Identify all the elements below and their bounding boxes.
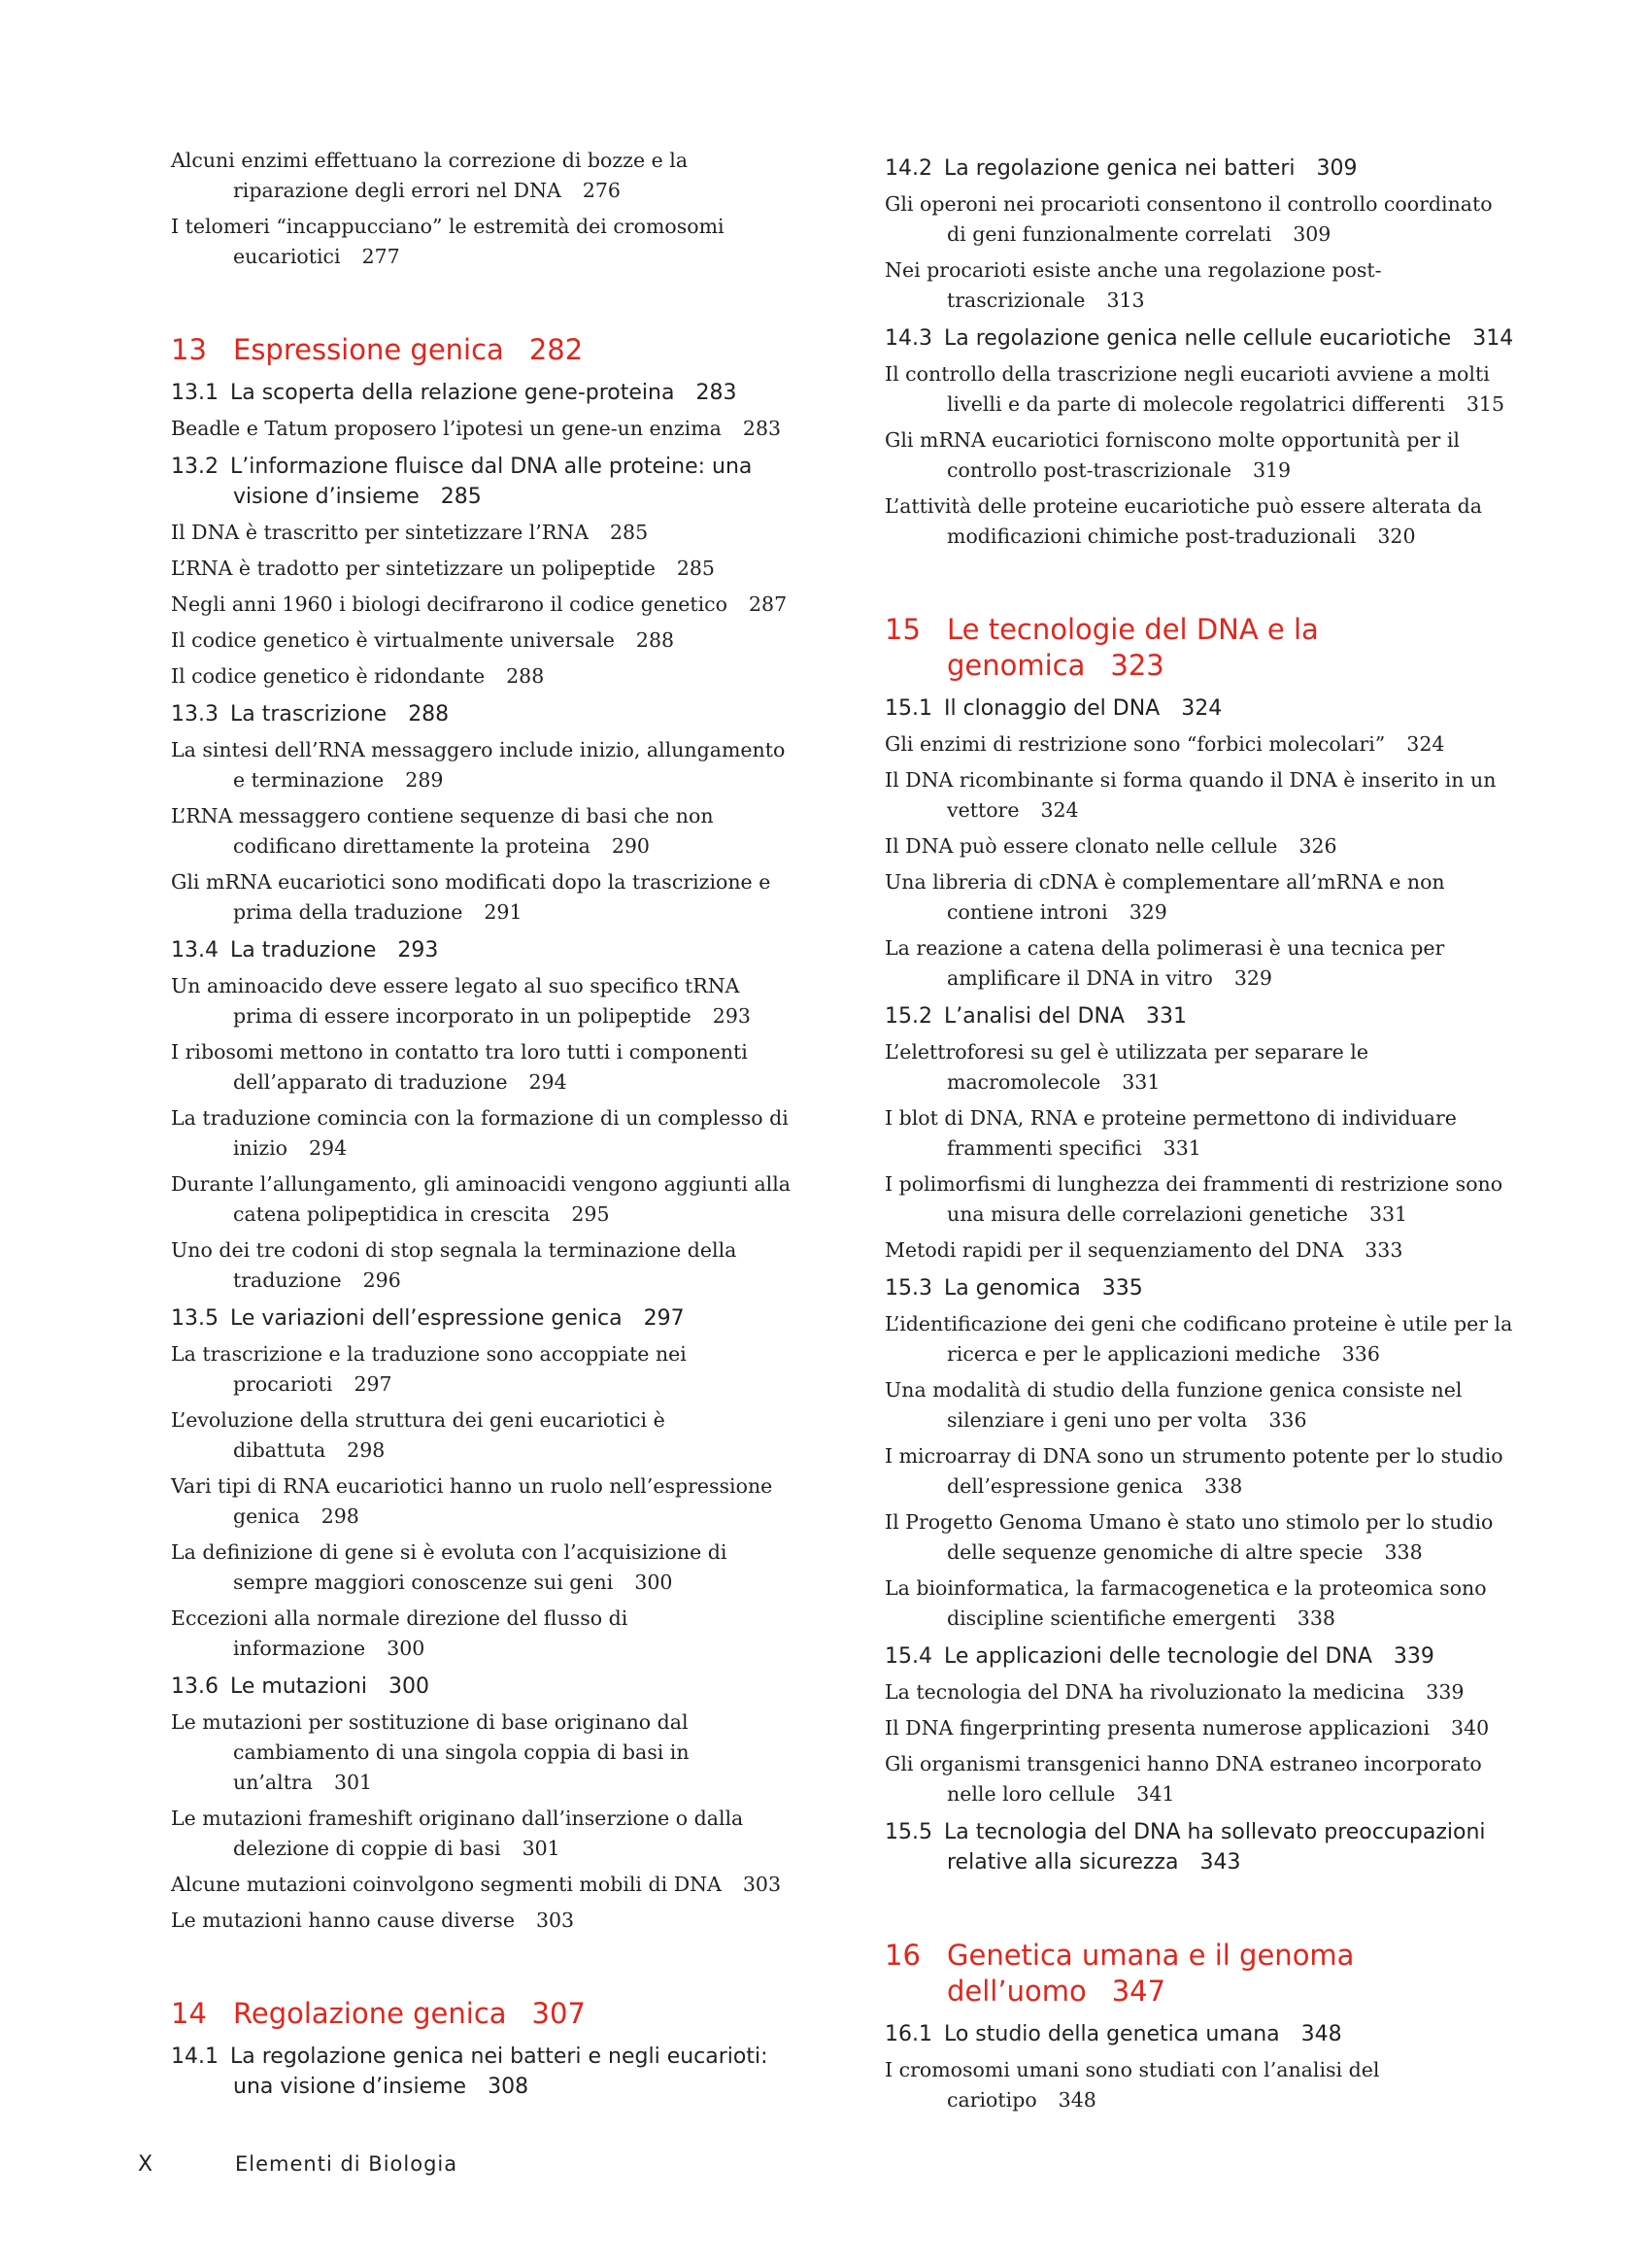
section-spacer bbox=[171, 1942, 802, 1996]
entry-page: 341 bbox=[1136, 1782, 1175, 1806]
entry-text: L’attività delle proteine eucariotiche può essere alterata da modificazioni chimiche post-traduzionali bbox=[885, 494, 1482, 548]
entry-page: 290 bbox=[611, 834, 650, 858]
toc-entry bbox=[885, 1169, 1516, 1230]
toc-entry bbox=[171, 146, 802, 206]
entry-page: 331 bbox=[1368, 1202, 1408, 1226]
entry-page: 285 bbox=[610, 521, 649, 544]
toc-entry bbox=[171, 625, 802, 656]
toc-entry bbox=[171, 554, 802, 584]
section-spacer bbox=[885, 1883, 1516, 1938]
entry-text: Le mutazioni per sostituzione di base originano dal cambiamento di una singola coppia di basi in un’altra bbox=[171, 1710, 690, 1794]
entry-page: 303 bbox=[742, 1873, 782, 1896]
entry-page: 319 bbox=[1252, 458, 1292, 482]
entry-page: 283 bbox=[742, 417, 782, 440]
toc-entry bbox=[885, 933, 1516, 994]
chapter-number: 14 bbox=[171, 1997, 207, 2030]
toc-entry bbox=[885, 765, 1516, 826]
section-title: La regolazione genica nei batteri bbox=[943, 156, 1296, 181]
toc-entry bbox=[171, 801, 802, 862]
entry-page: 287 bbox=[748, 592, 788, 616]
entry-text: I blot di DNA, RNA e proteine permettono di individuare frammenti specifici bbox=[885, 1106, 1457, 1160]
page-footer bbox=[138, 2152, 457, 2177]
entry-page: 288 bbox=[506, 664, 545, 688]
entry-page: 331 bbox=[1163, 1136, 1201, 1160]
entry-text: Eccezioni alla normale direzione del flusso di informazione bbox=[171, 1606, 628, 1660]
section-heading bbox=[171, 452, 802, 512]
section-number: 15.4 bbox=[885, 1644, 932, 1669]
toc-entry bbox=[171, 1405, 802, 1466]
page-folio: X bbox=[138, 2152, 153, 2177]
toc-entry bbox=[885, 831, 1516, 862]
entry-text: Alcuni enzimi effettuano la correzione di bozze e la riparazione degli errori nel DNA bbox=[171, 149, 689, 202]
entry-page: 315 bbox=[1466, 392, 1505, 416]
section-heading bbox=[171, 935, 802, 965]
entry-text: Il controllo della trascrizione negli eucarioti avviene a molti livelli e da parte di molecole regolatrici differenti bbox=[885, 362, 1490, 416]
entry-page: 320 bbox=[1377, 524, 1416, 548]
toc-entry bbox=[885, 867, 1516, 928]
entry-page: 313 bbox=[1106, 288, 1145, 312]
entry-text: Uno dei tre codoni di stop segnala la terminazione della traduzione bbox=[171, 1238, 737, 1292]
section-number: 15.3 bbox=[885, 1276, 932, 1301]
entry-text: La definizione di gene si è evoluta con l’acquisizione di sempre maggiori conoscenze sui geni bbox=[171, 1540, 727, 1594]
entry-page: 300 bbox=[387, 1637, 425, 1660]
section-number: 14.2 bbox=[885, 156, 932, 181]
section-heading bbox=[171, 1672, 802, 1702]
section-title: Il clonaggio del DNA bbox=[943, 696, 1161, 721]
entry-text: Le mutazioni hanno cause diverse bbox=[171, 1909, 515, 1932]
toc-entry bbox=[885, 1507, 1516, 1568]
entry-page: 289 bbox=[405, 768, 444, 792]
entry-text: Metodi rapidi per il sequenziamento del DNA bbox=[885, 1238, 1344, 1262]
section-heading bbox=[885, 1817, 1516, 1877]
section-number: 14.1 bbox=[171, 2044, 219, 2069]
chapter-title: Regolazione genica bbox=[233, 1997, 507, 2030]
section-heading bbox=[171, 378, 802, 408]
toc-entry bbox=[171, 212, 802, 272]
toc-entry bbox=[885, 491, 1516, 552]
entry-text: L’RNA messaggero contiene sequenze di basi che non codificano direttamente la proteina bbox=[171, 804, 714, 858]
entry-text: Gli operoni nei procarioti consentono il controllo coordinato di geni funzionalmente correlati bbox=[885, 192, 1493, 246]
toc-entry bbox=[171, 1235, 802, 1296]
chapter-number: 16 bbox=[885, 1939, 921, 1972]
entry-text: La trascrizione e la traduzione sono accoppiate nei procarioti bbox=[171, 1342, 687, 1396]
toc-entry bbox=[885, 1441, 1516, 1502]
entry-page: 297 bbox=[354, 1372, 392, 1396]
toc-entry bbox=[885, 1713, 1516, 1743]
toc-entry bbox=[885, 2055, 1516, 2115]
section-heading bbox=[885, 2019, 1516, 2049]
section-heading bbox=[171, 1303, 802, 1334]
entry-text: L’RNA è tradotto per sintetizzare un polipeptide bbox=[171, 557, 656, 580]
toc-entry bbox=[171, 1471, 802, 1532]
entry-page: 303 bbox=[535, 1909, 575, 1932]
chapter-page: 347 bbox=[1111, 1975, 1166, 2008]
section-spacer bbox=[885, 558, 1516, 612]
section-page: 331 bbox=[1146, 1004, 1187, 1029]
entry-page: 294 bbox=[309, 1136, 348, 1160]
entry-page: 324 bbox=[1406, 732, 1445, 756]
toc-entry bbox=[171, 518, 802, 548]
toc-entry bbox=[171, 414, 802, 444]
toc-entry bbox=[885, 1309, 1516, 1369]
entry-page: 336 bbox=[1341, 1342, 1380, 1366]
entry-text: L’identificazione dei geni che codificano proteine è utile per la ricerca e per le applicazioni mediche bbox=[885, 1312, 1513, 1366]
chapter-heading bbox=[171, 332, 802, 368]
entry-text: Le mutazioni frameshift originano dall’inserzione o dalla delezione di coppie di basi bbox=[171, 1807, 744, 1860]
entry-text: La reazione a catena della polimerasi è una tecnica per amplificare il DNA in vitro bbox=[885, 936, 1445, 990]
entry-text: Alcune mutazioni coinvolgono segmenti mobili di DNA bbox=[171, 1873, 722, 1896]
section-heading bbox=[171, 2042, 802, 2102]
entry-page: 333 bbox=[1365, 1238, 1403, 1262]
section-heading bbox=[171, 699, 802, 729]
entry-text: I microarray di DNA sono un strumento potente per lo studio dell’espressione genica bbox=[885, 1444, 1503, 1498]
entry-page: 329 bbox=[1129, 900, 1167, 924]
section-title: La tecnologia del DNA ha sollevato preoccupazioni relative alla sicurezza bbox=[943, 1820, 1486, 1875]
entry-text: Nei procarioti esiste anche una regolazione post-trascrizionale bbox=[885, 258, 1382, 312]
toc-entry bbox=[885, 1573, 1516, 1634]
entry-page: 298 bbox=[320, 1504, 359, 1528]
entry-page: 338 bbox=[1204, 1474, 1243, 1498]
section-page: 348 bbox=[1300, 2022, 1342, 2046]
section-heading bbox=[885, 693, 1516, 724]
section-heading bbox=[885, 153, 1516, 184]
section-number: 13.6 bbox=[171, 1674, 219, 1699]
entry-text: Un aminoacido deve essere legato al suo specifico tRNA prima di essere incorporato in un polipeptide bbox=[171, 974, 740, 1028]
section-page: 339 bbox=[1393, 1644, 1434, 1669]
section-page: 285 bbox=[440, 485, 482, 509]
entry-page: 285 bbox=[676, 557, 715, 580]
chapter-number: 13 bbox=[171, 333, 207, 366]
entry-text: I ribosomi mettono in contatto tra loro tutti i componenti dell’apparato di traduzione bbox=[171, 1040, 748, 1094]
entry-page: 301 bbox=[333, 1771, 373, 1794]
toc-entry bbox=[885, 359, 1516, 420]
section-title: Le applicazioni delle tecnologie del DNA bbox=[943, 1644, 1372, 1669]
section-title: Le variazioni dell’espressione genica bbox=[229, 1306, 623, 1331]
entry-text: Il DNA ricombinante si forma quando il DNA è inserito in un vettore bbox=[885, 768, 1497, 822]
toc-entry bbox=[885, 425, 1516, 486]
section-number: 15.5 bbox=[885, 1820, 932, 1844]
toc-entry bbox=[885, 1235, 1516, 1266]
entry-page: 294 bbox=[528, 1070, 567, 1094]
entry-text: I telomeri “incappucciano” le estremità dei cromosomi eucariotici bbox=[171, 215, 725, 268]
entry-text: La bioinformatica, la farmacogenetica e la proteomica sono discipline scientifiche emergenti bbox=[885, 1576, 1487, 1630]
toc-entry bbox=[171, 971, 802, 1031]
section-number: 13.1 bbox=[171, 381, 219, 405]
toc-entry bbox=[885, 1375, 1516, 1436]
entry-text: Il DNA è trascritto per sintetizzare l’RNA bbox=[171, 521, 589, 544]
entry-page: 291 bbox=[484, 900, 523, 924]
entry-page: 339 bbox=[1426, 1680, 1465, 1704]
entry-page: 340 bbox=[1451, 1716, 1490, 1740]
entry-text: L’evoluzione della struttura dei geni eucariotici è dibattuta bbox=[171, 1408, 665, 1462]
section-heading bbox=[885, 1001, 1516, 1031]
section-title: La genomica bbox=[943, 1276, 1081, 1301]
section-page: 324 bbox=[1181, 696, 1223, 721]
chapter-page: 323 bbox=[1110, 649, 1164, 682]
toc-entry bbox=[171, 661, 802, 692]
chapter-heading bbox=[885, 612, 1516, 684]
entry-text: Gli organismi transgenici hanno DNA estraneo incorporato nelle loro cellule bbox=[885, 1752, 1482, 1806]
toc-entry bbox=[885, 189, 1516, 250]
entry-text: Beadle e Tatum proposero l’ipotesi un gene-un enzima bbox=[171, 417, 722, 440]
section-title: Lo studio della genetica umana bbox=[943, 2022, 1280, 2046]
section-page: 314 bbox=[1472, 326, 1514, 351]
section-number: 15.1 bbox=[885, 696, 932, 721]
entry-text: La tecnologia del DNA ha rivoluzionato la medicina bbox=[885, 1680, 1405, 1704]
entry-page: 277 bbox=[361, 245, 400, 268]
chapter-heading bbox=[885, 1938, 1516, 2010]
entry-text: Il codice genetico è virtualmente universale bbox=[171, 628, 615, 652]
entry-page: 298 bbox=[347, 1438, 386, 1462]
section-title: La traduzione bbox=[229, 938, 377, 963]
section-title: L’analisi del DNA bbox=[943, 1004, 1125, 1029]
entry-page: 300 bbox=[634, 1571, 673, 1594]
section-page: 309 bbox=[1316, 156, 1358, 181]
section-page: 288 bbox=[408, 702, 450, 727]
entry-text: Gli mRNA eucariotici forniscono molte opportunità per il controllo post-trascrizionale bbox=[885, 428, 1460, 482]
toc-entry bbox=[171, 1870, 802, 1900]
entry-text: Durante l’allungamento, gli aminoacidi vengono aggiunti alla catena polipeptidica in crescita bbox=[171, 1172, 792, 1226]
entry-page: 331 bbox=[1122, 1070, 1161, 1094]
toc-entry bbox=[171, 867, 802, 928]
toc-entry bbox=[171, 1037, 802, 1098]
toc-entry bbox=[885, 729, 1516, 760]
entry-page: 336 bbox=[1268, 1408, 1307, 1432]
toc-entry bbox=[885, 1037, 1516, 1098]
section-title: La regolazione genica nelle cellule eucariotiche bbox=[943, 326, 1452, 351]
entry-text: Il codice genetico è ridondante bbox=[171, 664, 486, 688]
section-title: La regolazione genica nei batteri e negli eucarioti: una visione d’insieme bbox=[229, 2044, 768, 2099]
entry-text: Il DNA fingerprinting presenta numerose applicazioni bbox=[885, 1716, 1431, 1740]
entry-text: Una libreria di cDNA è complementare all’mRNA e non contiene introni bbox=[885, 870, 1445, 924]
section-page: 283 bbox=[695, 381, 737, 405]
section-page: 297 bbox=[643, 1306, 685, 1331]
entry-text: L’elettroforesi su gel è utilizzata per separare le macromolecole bbox=[885, 1040, 1368, 1094]
chapter-title: Le tecnologie del DNA e la genomica bbox=[947, 613, 1319, 682]
entry-text: Gli enzimi di restrizione sono “forbici molecolari” bbox=[885, 732, 1386, 756]
toc-entry bbox=[171, 1537, 802, 1598]
chapter-page: 282 bbox=[528, 333, 584, 366]
section-number: 14.3 bbox=[885, 326, 932, 351]
section-number: 13.3 bbox=[171, 702, 219, 727]
section-number: 13.4 bbox=[171, 938, 219, 963]
chapter-heading bbox=[171, 1996, 802, 2032]
chapter-title: Genetica umana e il genoma dell’uomo bbox=[947, 1939, 1355, 2008]
entry-text: I cromosomi umani sono studiati con l’analisi del cariotipo bbox=[885, 2058, 1380, 2112]
entry-page: 309 bbox=[1293, 222, 1332, 246]
section-heading bbox=[885, 323, 1516, 354]
chapter-page: 307 bbox=[531, 1997, 586, 2030]
chapter-number: 15 bbox=[885, 613, 921, 646]
entry-text: Una modalità di studio della funzione genica consiste nel silenziare i geni uno per volta bbox=[885, 1378, 1463, 1432]
section-page: 335 bbox=[1101, 1276, 1143, 1301]
toc-entry bbox=[171, 1339, 802, 1400]
section-page: 293 bbox=[397, 938, 439, 963]
toc-entry bbox=[171, 1804, 802, 1864]
toc-entry bbox=[171, 1906, 802, 1936]
entry-text: La sintesi dell’RNA messaggero include inizio, allungamento e terminazione bbox=[171, 738, 786, 792]
toc-entry bbox=[885, 1677, 1516, 1707]
entry-text: I polimorfismi di lunghezza dei frammenti di restrizione sono una misura delle correlazioni genetiche bbox=[885, 1172, 1503, 1226]
section-page: 300 bbox=[388, 1674, 430, 1699]
section-title: La scoperta della relazione gene-proteina bbox=[229, 381, 675, 405]
toc-entry bbox=[171, 1169, 802, 1230]
book-title: Elementi di Biologia bbox=[235, 2152, 458, 2176]
entry-page: 293 bbox=[712, 1004, 751, 1028]
section-title: Le mutazioni bbox=[229, 1674, 368, 1699]
toc-entry bbox=[885, 1103, 1516, 1164]
section-number: 13.5 bbox=[171, 1306, 219, 1331]
section-page: 343 bbox=[1199, 1850, 1241, 1875]
toc-entry bbox=[885, 1749, 1516, 1809]
entry-page: 348 bbox=[1058, 2088, 1096, 2112]
entry-page: 324 bbox=[1040, 798, 1079, 822]
section-title: La trascrizione bbox=[229, 702, 388, 727]
entry-page: 276 bbox=[582, 179, 621, 202]
entry-text: La traduzione comincia con la formazione di un complesso di inizio bbox=[171, 1106, 789, 1160]
toc-entry bbox=[171, 590, 802, 620]
toc-left-column bbox=[171, 146, 802, 2108]
section-number: 15.2 bbox=[885, 1004, 932, 1029]
section-title: L’informazione fluisce dal DNA alle proteine: una visione d’insieme bbox=[229, 455, 753, 509]
entry-text: Gli mRNA eucariotici sono modificati dopo la trascrizione e prima della traduzione bbox=[171, 870, 771, 924]
toc-entry bbox=[171, 735, 802, 795]
section-number: 13.2 bbox=[171, 455, 219, 479]
section-spacer bbox=[171, 278, 802, 332]
toc-entry bbox=[171, 1707, 802, 1798]
entry-page: 329 bbox=[1233, 966, 1272, 990]
toc-right-column bbox=[885, 146, 1516, 2121]
entry-page: 338 bbox=[1297, 1606, 1335, 1630]
section-heading bbox=[885, 1641, 1516, 1672]
entry-text: Il Progetto Genoma Umano è stato uno stimolo per lo studio delle sequenze genomiche di altre specie bbox=[885, 1510, 1494, 1564]
section-heading bbox=[885, 1273, 1516, 1303]
entry-page: 295 bbox=[571, 1202, 610, 1226]
entry-text: Vari tipi di RNA eucariotici hanno un ruolo nell’espressione genica bbox=[171, 1474, 773, 1528]
entry-page: 338 bbox=[1384, 1540, 1423, 1564]
toc-entry bbox=[885, 255, 1516, 316]
entry-text: Il DNA può essere clonato nelle cellule bbox=[885, 834, 1278, 858]
chapter-title: Espressione genica bbox=[233, 333, 504, 366]
entry-page: 301 bbox=[522, 1837, 560, 1860]
section-number: 16.1 bbox=[885, 2022, 932, 2046]
section-page: 308 bbox=[488, 2075, 529, 2099]
entry-text: Negli anni 1960 i biologi decifrarono il codice genetico bbox=[171, 592, 727, 616]
entry-page: 288 bbox=[635, 628, 675, 652]
toc-entry bbox=[171, 1103, 802, 1164]
entry-page: 326 bbox=[1298, 834, 1337, 858]
toc-entry bbox=[171, 1604, 802, 1664]
entry-page: 296 bbox=[362, 1268, 401, 1292]
